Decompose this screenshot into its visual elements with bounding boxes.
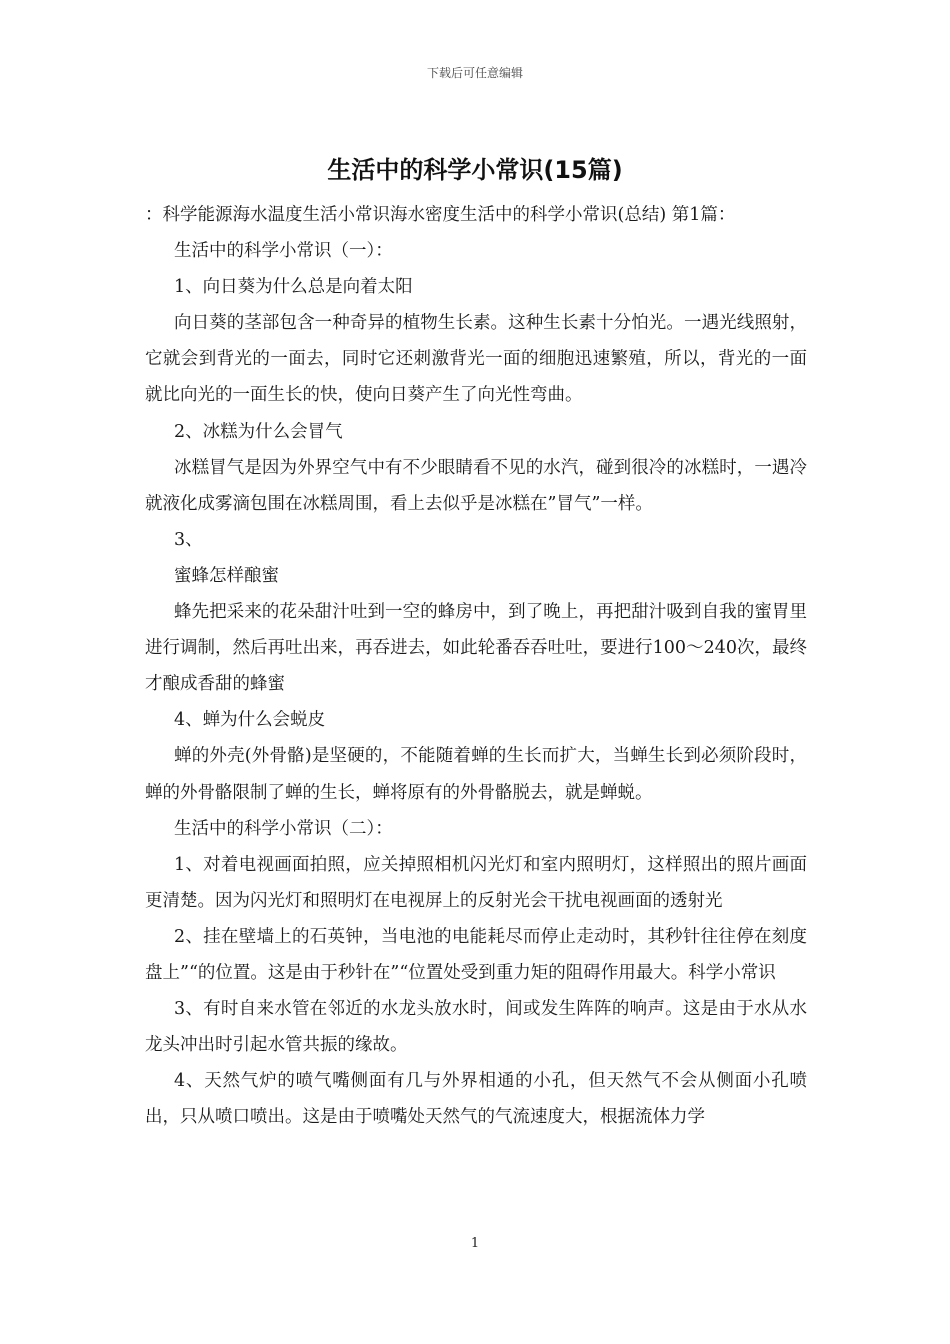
page-number: 1	[470, 1236, 480, 1251]
item-heading: 2、冰糕为什么会冒气	[174, 421, 343, 442]
document-title: 生活中的科学小常识(15篇)	[327, 156, 623, 184]
paragraph: 4、天然气炉的喷气嘴侧面有几与外界相通的小孔，但天然气不会从侧面小孔喷出，只从喷口喷出。这是由于喷嘴处天然气的气流速度大，根据流体力学	[145, 1071, 807, 1128]
paragraph: 冰糕冒气是因为外界空气中有不少眼睛看不见的水汽，碰到很冷的冰糕时，一遇冷就液化成雾滴包围在冰糕周围，看上去似乎是冰糕在”冒气”一样。	[145, 457, 807, 514]
item-heading: 蜜蜂怎样酿蜜	[174, 565, 279, 586]
section-heading: 生活中的科学小常识（二）：	[174, 818, 393, 839]
paragraph: 蜂先把采来的花朵甜汁吐到一空的蜂房中，到了晚上，再把甜汁吸到自我的蜜胃里进行调制，然后再吐出来，再吞进去，如此轮番吞吞吐吐，要进行100～240次，最终才酿成香甜的蜂蜜	[145, 602, 807, 695]
paragraph: 向日葵的茎部包含一种奇异的植物生长素。这种生长素十分怕光。一遇光线照射，它就会到背光的一面去，同时它还刺激背光一面的细胞迅速繁殖，所以，背光的一面就比向光的一面生长的快，使向日葵产生了向光性弯曲。	[145, 313, 807, 406]
header-note: 下载后可任意编辑	[426, 66, 523, 80]
item-heading: 4、蝉为什么会蜕皮	[174, 710, 326, 731]
section-heading: 生活中的科学小常识（一）：	[174, 241, 393, 262]
paragraph: 2、挂在壁墙上的石英钟，当电池的电能耗尽而停止走动时，其秒针往往停在刻度盘上”“的位置。这是由于秒针在”“位置处受到重力矩的阻碍作用最大。科学小常识	[145, 926, 807, 983]
item-heading: 1、向日葵为什么总是向着太阳	[174, 277, 413, 298]
paragraph: 蝉的外壳(外骨骼)是坚硬的，不能随着蝉的生长而扩大，当蝉生长到必须阶段时，蝉的外骨骼限制了蝉的生长，蝉将原有的外骨骼脱去，就是蝉蜕。	[145, 746, 807, 803]
paragraph: ：科学能源海水温度生活小常识海水密度生活中的科学小常识(总结) 第1篇：	[145, 205, 736, 225]
paragraph: 1、对着电视画面拍照，应关掉照相机闪光灯和室内照明灯，这样照出的照片画面更清楚。因为闪光灯和照明灯在电视屏上的反射光会干扰电视画面的透射光	[145, 854, 807, 911]
paragraph: 3、有时自来水管在邻近的水龙头放水时，间或发生阵阵的响声。这是由于水从水龙头冲出时引起水管共振的缘故。	[145, 999, 807, 1056]
item-number: 3、	[174, 529, 203, 550]
document-body	[145, 197, 807, 1135]
